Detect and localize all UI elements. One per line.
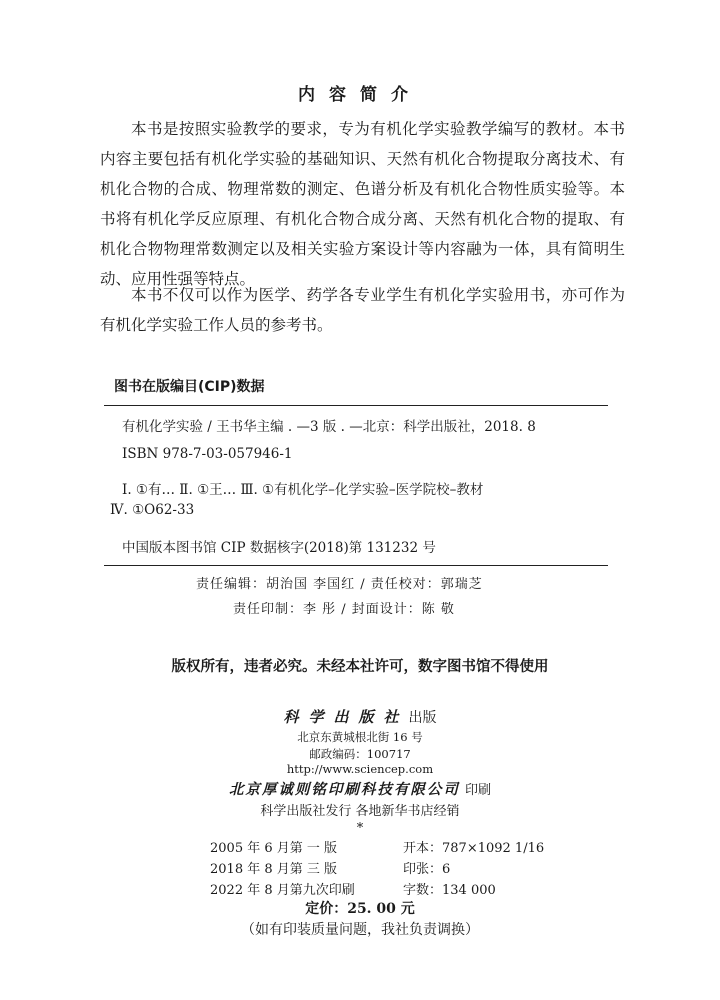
staff-editors: 责任编辑：胡治国 李国红 / 责任校对：郭瑞芝 xyxy=(196,577,483,592)
cip-heading: 图书在版编目(CIP)数据 xyxy=(114,379,265,395)
publisher-role: 出版 xyxy=(408,710,437,726)
edition-third: 2018 年 8 月第 三 版 xyxy=(210,862,338,877)
separator-star: * xyxy=(356,821,364,836)
edition-first: 2005 年 6 月第 一 版 xyxy=(210,841,338,856)
printed-sheets: 印张：6 xyxy=(403,862,451,877)
format-size: 开本：787×1092 1/16 xyxy=(403,841,545,856)
cip-isbn: ISBN 978-7-03-057946-1 xyxy=(122,446,293,462)
publisher-url: http://www.sciencep.com xyxy=(286,762,434,776)
cip-entry: 有机化学实验 / 王书华主编 . —3 版 . —北京：科学出版社，2018. 8 xyxy=(122,419,536,435)
printing-ninth: 2022 年 8 月第九次印刷 xyxy=(210,883,355,898)
publisher-address: 北京东黄城根北街 16 号 xyxy=(297,730,423,744)
copyright-notice: 版权所有，违者必究。未经本社许可，数字图书馆不得使用 xyxy=(171,659,549,675)
summary-paragraph-1: 本书是按照实验教学的要求，专为有机化学实验教学编写的教材。本书内容主要包括有机化学实验的基础知识、天然有机化合物提取分离技术、有机化合物的合成、物理常数的测定、色谱分析及有机化合物性质实验等。本书将有机化学反应原理、有机化合物合成分离、天然有机化合物的提取、有机化合物物理常数测定以及相关实验方案设计等内容融为一体，具有简明生动、应用性强等特点。 xyxy=(100,120,625,288)
quality-note: （如有印装质量问题，我社负责调换） xyxy=(241,922,479,938)
cip-bottom-rule xyxy=(104,565,608,566)
cip-top-rule xyxy=(104,405,608,406)
price: 定价：25. 00 元 xyxy=(305,901,415,917)
summary-paragraph-2: 本书不仅可以作为医学、药学各专业学生有机化学实验用书，亦可作为有机化学实验工作人员的参考书。 xyxy=(100,286,625,334)
summary-title: 内容简介 xyxy=(298,85,422,105)
word-count: 字数：134 000 xyxy=(403,883,496,898)
distribution-line: 科学出版社发行 各地新华书店经销 xyxy=(260,804,460,819)
staff-production: 责任印制：李 彤 / 封面设计：陈 敬 xyxy=(233,602,455,617)
cip-subjects: Ⅰ. ①有… Ⅱ. ①王… Ⅲ. ①有机化学–化学实验–医学院校–教材 xyxy=(122,482,484,498)
cip-number: 中国版本图书馆 CIP 数据核字(2018)第 131232 号 xyxy=(122,540,436,556)
publisher-line xyxy=(0,706,720,727)
publisher-postcode: 邮政编码：100717 xyxy=(309,747,411,761)
printer-line xyxy=(0,778,720,799)
printer-role: 印刷 xyxy=(465,783,492,798)
printer-name: 北京厚诚则铭印刷科技有限公司 xyxy=(228,781,460,798)
cip-classification: Ⅳ. ①O62-33 xyxy=(110,502,195,518)
publisher-name: 科学出版社 xyxy=(283,708,409,726)
